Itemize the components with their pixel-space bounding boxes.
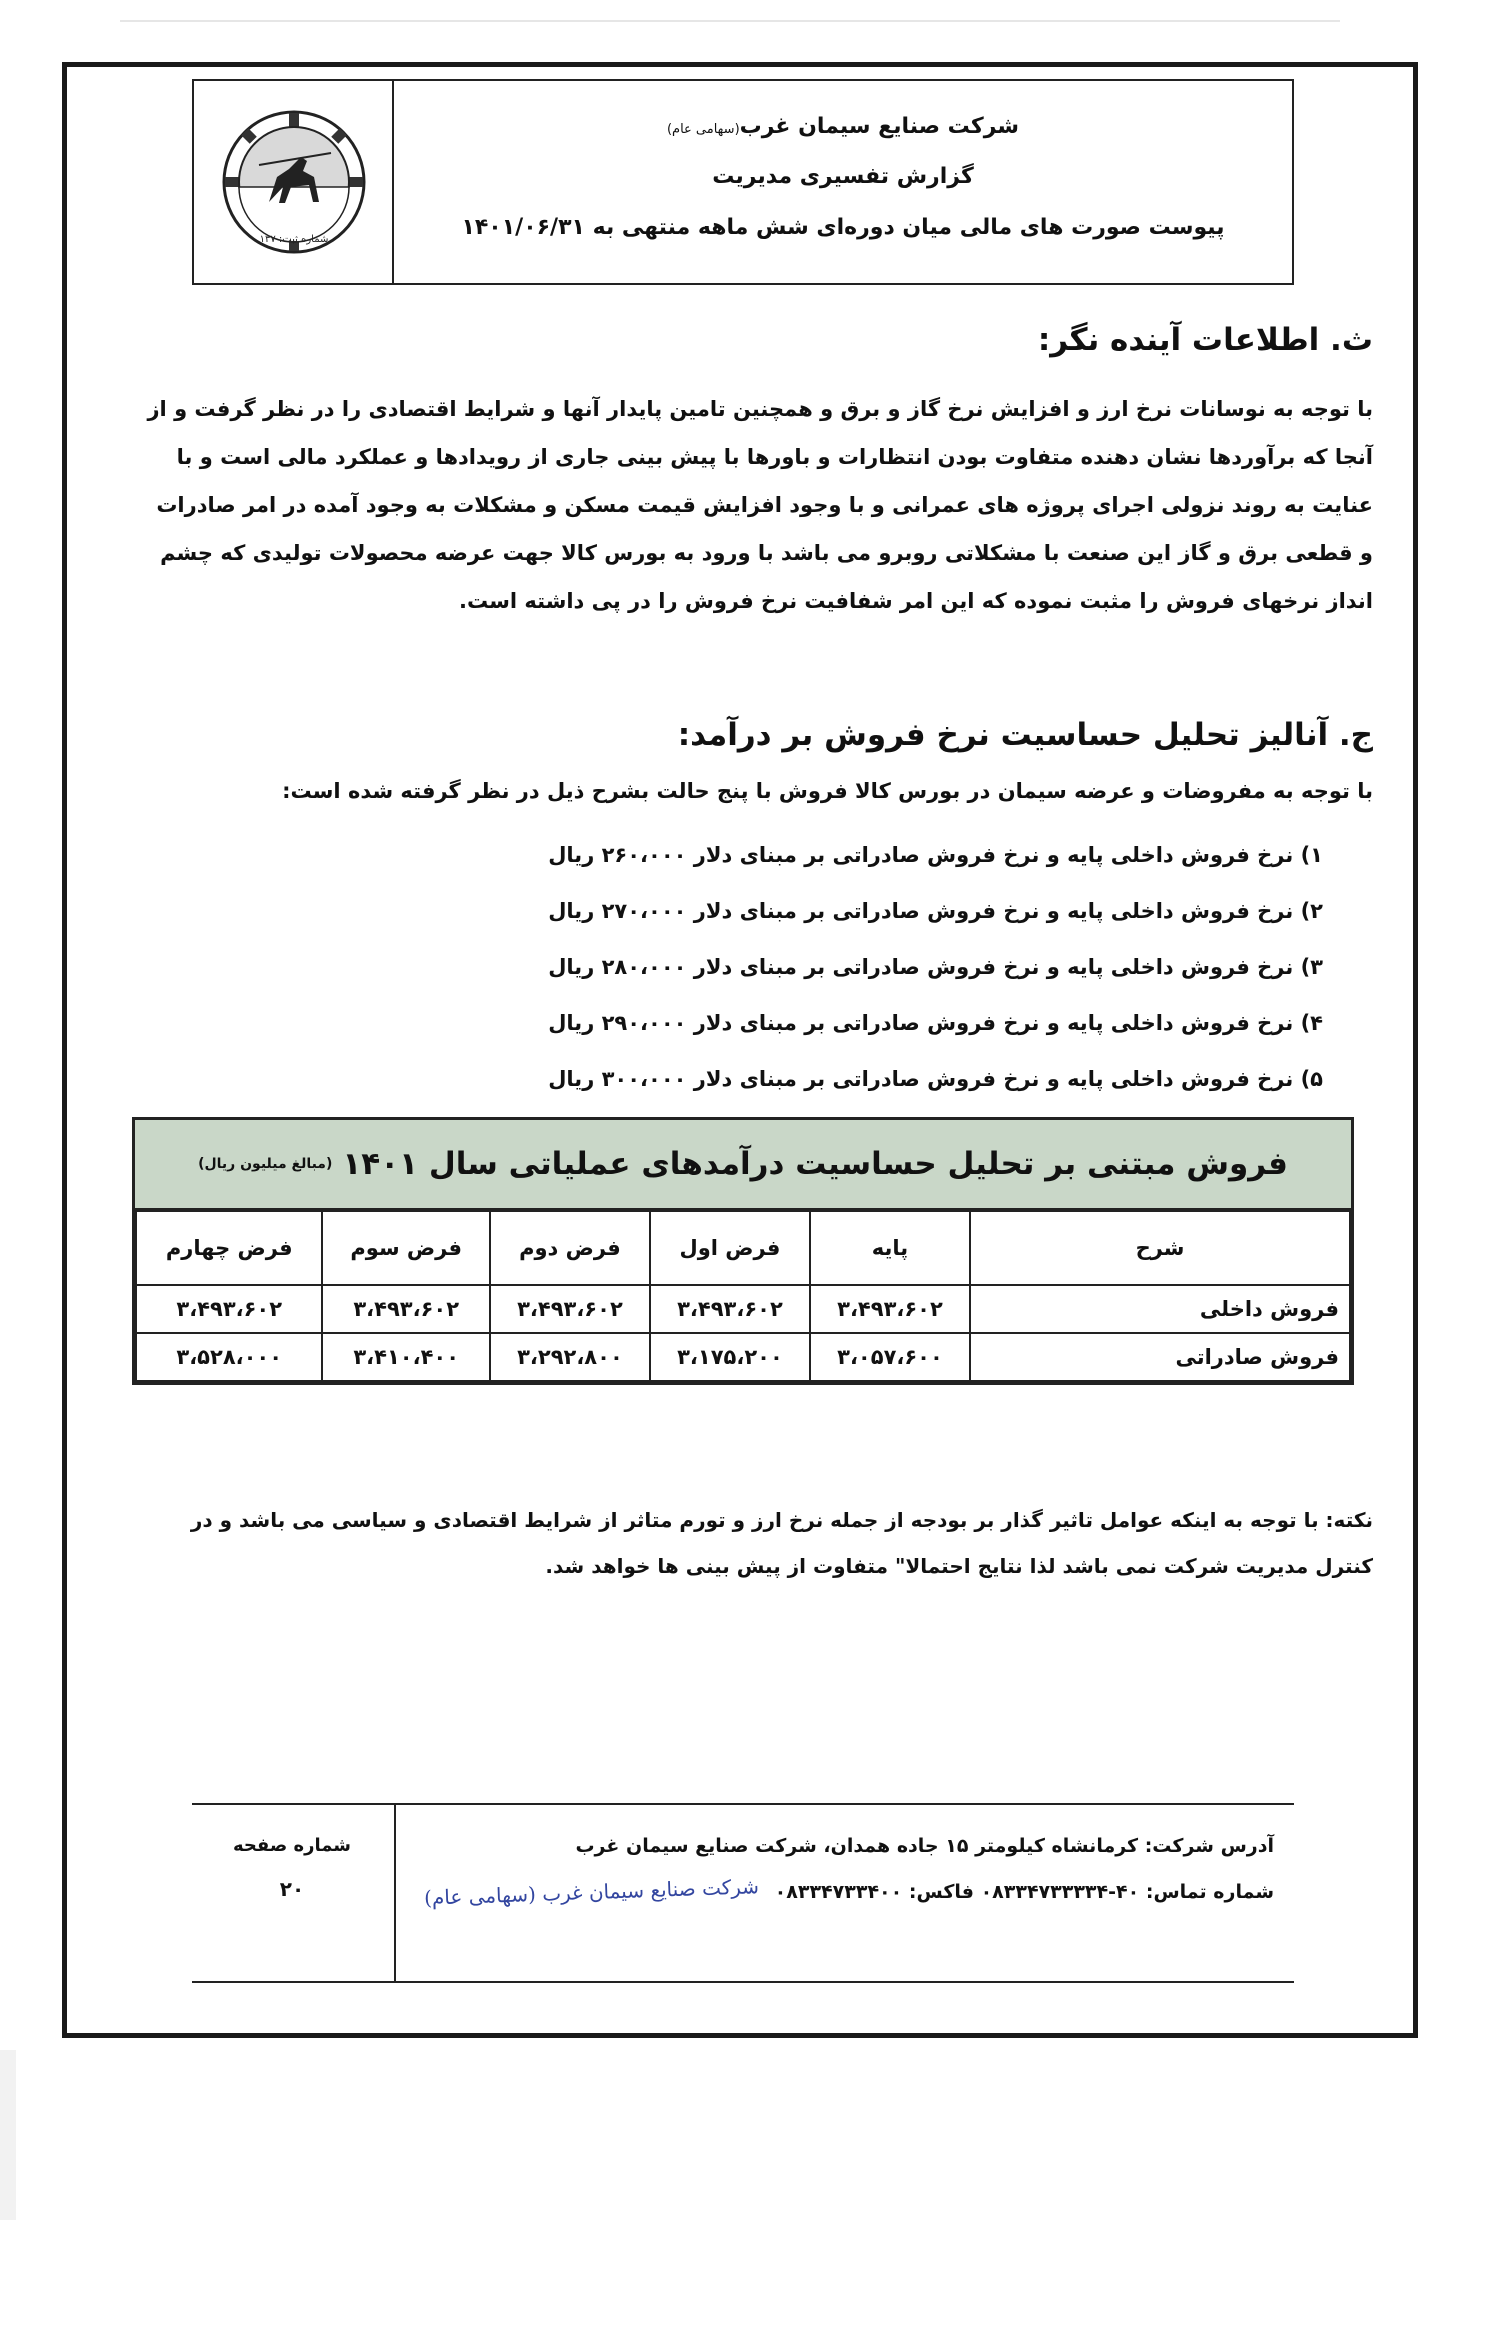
col-header-scenario-3: فرض سوم	[322, 1211, 489, 1285]
scenario-item: ۳) نرخ فروش داخلی پایه و نرخ فروش صادراتی بر مبنای دلار ۲۸۰،۰۰۰ ریال	[548, 955, 1323, 979]
section-forward-looking-body	[143, 385, 1373, 625]
table-cell: ۳،۱۷۵،۲۰۰	[650, 1333, 810, 1381]
table-title-bar	[135, 1120, 1351, 1210]
section-sensitivity-title: ج. آنالیز تحلیل حساسیت نرخ فروش بر درآمد:	[677, 717, 1373, 753]
scenario-item: ۴) نرخ فروش داخلی پایه و نرخ فروش صادراتی بر مبنای دلار ۲۹۰،۰۰۰ ریال	[548, 1011, 1323, 1035]
scenario-item: ۲) نرخ فروش داخلی پایه و نرخ فروش صادراتی بر مبنای دلار ۲۷۰،۰۰۰ ریال	[548, 899, 1323, 923]
paragraph-line: انداز نرخهای فروش را مثبت نموده که این امر شفافیت نرخ فروش را در پی داشته است.	[459, 589, 1373, 613]
scenario-item: ۵) نرخ فروش داخلی پایه و نرخ فروش صادراتی بر مبنای دلار ۳۰۰،۰۰۰ ریال	[548, 1067, 1323, 1091]
gear-horse-logo-icon	[219, 107, 369, 257]
report-period: پیوست صورت های مالی میان دوره‌ای شش ماهه منتهی به ۱۴۰۱/۰۶/۳۱	[461, 215, 1225, 240]
table-cell: ۳،۲۹۲،۸۰۰	[490, 1333, 650, 1381]
report-title: گزارش تفسیری مدیریت	[712, 164, 974, 189]
scenario-item: ۱) نرخ فروش داخلی پایه و نرخ فروش صادراتی بر مبنای دلار ۲۶۰،۰۰۰ ریال	[548, 843, 1323, 867]
company-stamp: شرکت صنایع سیمان غرب (سهامی عام)	[423, 1874, 759, 1910]
paragraph-line: آنجا که برآوردها نشان دهنده متفاوت بودن انتظارات و باورها با پیش بینی جاری از رویدادها و عملکرد مالی است و با	[176, 445, 1373, 469]
page-frame	[62, 62, 1418, 2038]
sensitivity-table	[132, 1117, 1354, 1385]
scan-artifact-top	[120, 20, 1340, 22]
company-address: آدرس شرکت: کرمانشاه کیلومتر ۱۵ جاده همدان، شرکت صنایع سیمان غرب	[575, 1835, 1274, 1857]
header-text-block	[392, 81, 1292, 283]
page-number-label: شماره صفحه	[232, 1835, 352, 1856]
table-row	[136, 1333, 1350, 1381]
company-suffix: (سهامی عام)	[666, 122, 740, 137]
footer-contact-block	[394, 1805, 1294, 1981]
table-title: فروش مبتنی بر تحلیل حساسیت درآمدهای عملیاتی سال ۱۴۰۱	[342, 1146, 1288, 1182]
scan-artifact-left	[0, 2050, 16, 2220]
paragraph-line: با توجه به نوسانات نرخ ارز و افزایش نرخ گاز و برق و همچنین تامین پایدار آنها و شرایط اقتصادی را در نظر گرفت و از	[147, 397, 1373, 421]
company-name-text: شرکت صنایع سیمان غرب	[739, 114, 1020, 139]
col-header-scenario-2: فرض دوم	[490, 1211, 650, 1285]
col-header-scenario-4: فرض چهارم	[136, 1211, 322, 1285]
company-logo	[194, 81, 394, 283]
logo-caption: شماره ثبت: ۱۳۷	[259, 234, 329, 245]
page-number: ۲۰	[279, 1877, 305, 1901]
table-header-row	[136, 1211, 1350, 1285]
contact-row	[396, 1869, 1274, 1915]
note-line: نکته: با توجه به اینکه عوامل تاثیر گذار بر بودجه از جمله نرخ ارز و تورم متاثر از شرایط اقتصادی و سیاسی می باشد و در	[190, 1508, 1373, 1532]
sensitivity-data-table	[135, 1210, 1351, 1382]
note-line: کنترل مدیریت شرکت نمی باشد لذا نتایج احتمالا" متفاوت از پیش بینی ها خواهد شد.	[545, 1554, 1373, 1578]
col-header-description: شرح	[970, 1211, 1350, 1285]
page-number-block	[192, 1805, 392, 1981]
row-label-export-sales: فروش صادراتی	[970, 1333, 1350, 1381]
row-label-domestic-sales: فروش داخلی	[970, 1285, 1350, 1333]
note-paragraph	[143, 1497, 1373, 1589]
scenario-list	[548, 827, 1323, 1107]
col-header-scenario-1: فرض اول	[650, 1211, 810, 1285]
document-header	[192, 79, 1294, 285]
paragraph-line: و قطعی برق و گاز این صنعت با مشکلاتی روبرو می باشد با ورود به بورس کالا جهت عرضه محصولات تولیدی که چشم	[160, 541, 1373, 565]
table-cell: ۳،۴۹۳،۶۰۲	[810, 1285, 970, 1333]
table-cell: ۳،۰۵۷،۶۰۰	[810, 1333, 970, 1381]
table-row	[136, 1285, 1350, 1333]
company-name	[394, 105, 1292, 152]
company-phone-fax: شماره تماس: ۴۰-۰۸۳۳۴۷۳۳۳۳۴ فاکس: ۰۸۳۳۴۷۳۳۴۰۰	[774, 1881, 1274, 1903]
paragraph-line: عنایت به روند نزولی اجرای پروژه های عمرانی و با وجود افزایش قیمت مسکن و مشکلات به وجود آمده در امر صادرات	[156, 493, 1373, 517]
section-sensitivity-intro: با توجه به مفروضات و عرضه سیمان در بورس کالا فروش با پنج حالت بشرح ذیل در نظر گرفته شده است:	[282, 779, 1373, 803]
table-cell: ۳،۴۹۳،۶۰۲	[136, 1285, 322, 1333]
table-cell: ۳،۴۹۳،۶۰۲	[322, 1285, 489, 1333]
section-forward-looking-title: ث. اطلاعات آینده نگر:	[1037, 322, 1373, 358]
table-cell: ۳،۴۱۰،۴۰۰	[322, 1333, 489, 1381]
col-header-base: پایه	[810, 1211, 970, 1285]
table-cell: ۳،۴۹۳،۶۰۲	[490, 1285, 650, 1333]
table-cell: ۳،۴۹۳،۶۰۲	[650, 1285, 810, 1333]
document-footer	[192, 1803, 1294, 1983]
table-cell: ۳،۵۲۸،۰۰۰	[136, 1333, 322, 1381]
table-unit: (مبالغ میلیون ریال)	[198, 1156, 333, 1172]
